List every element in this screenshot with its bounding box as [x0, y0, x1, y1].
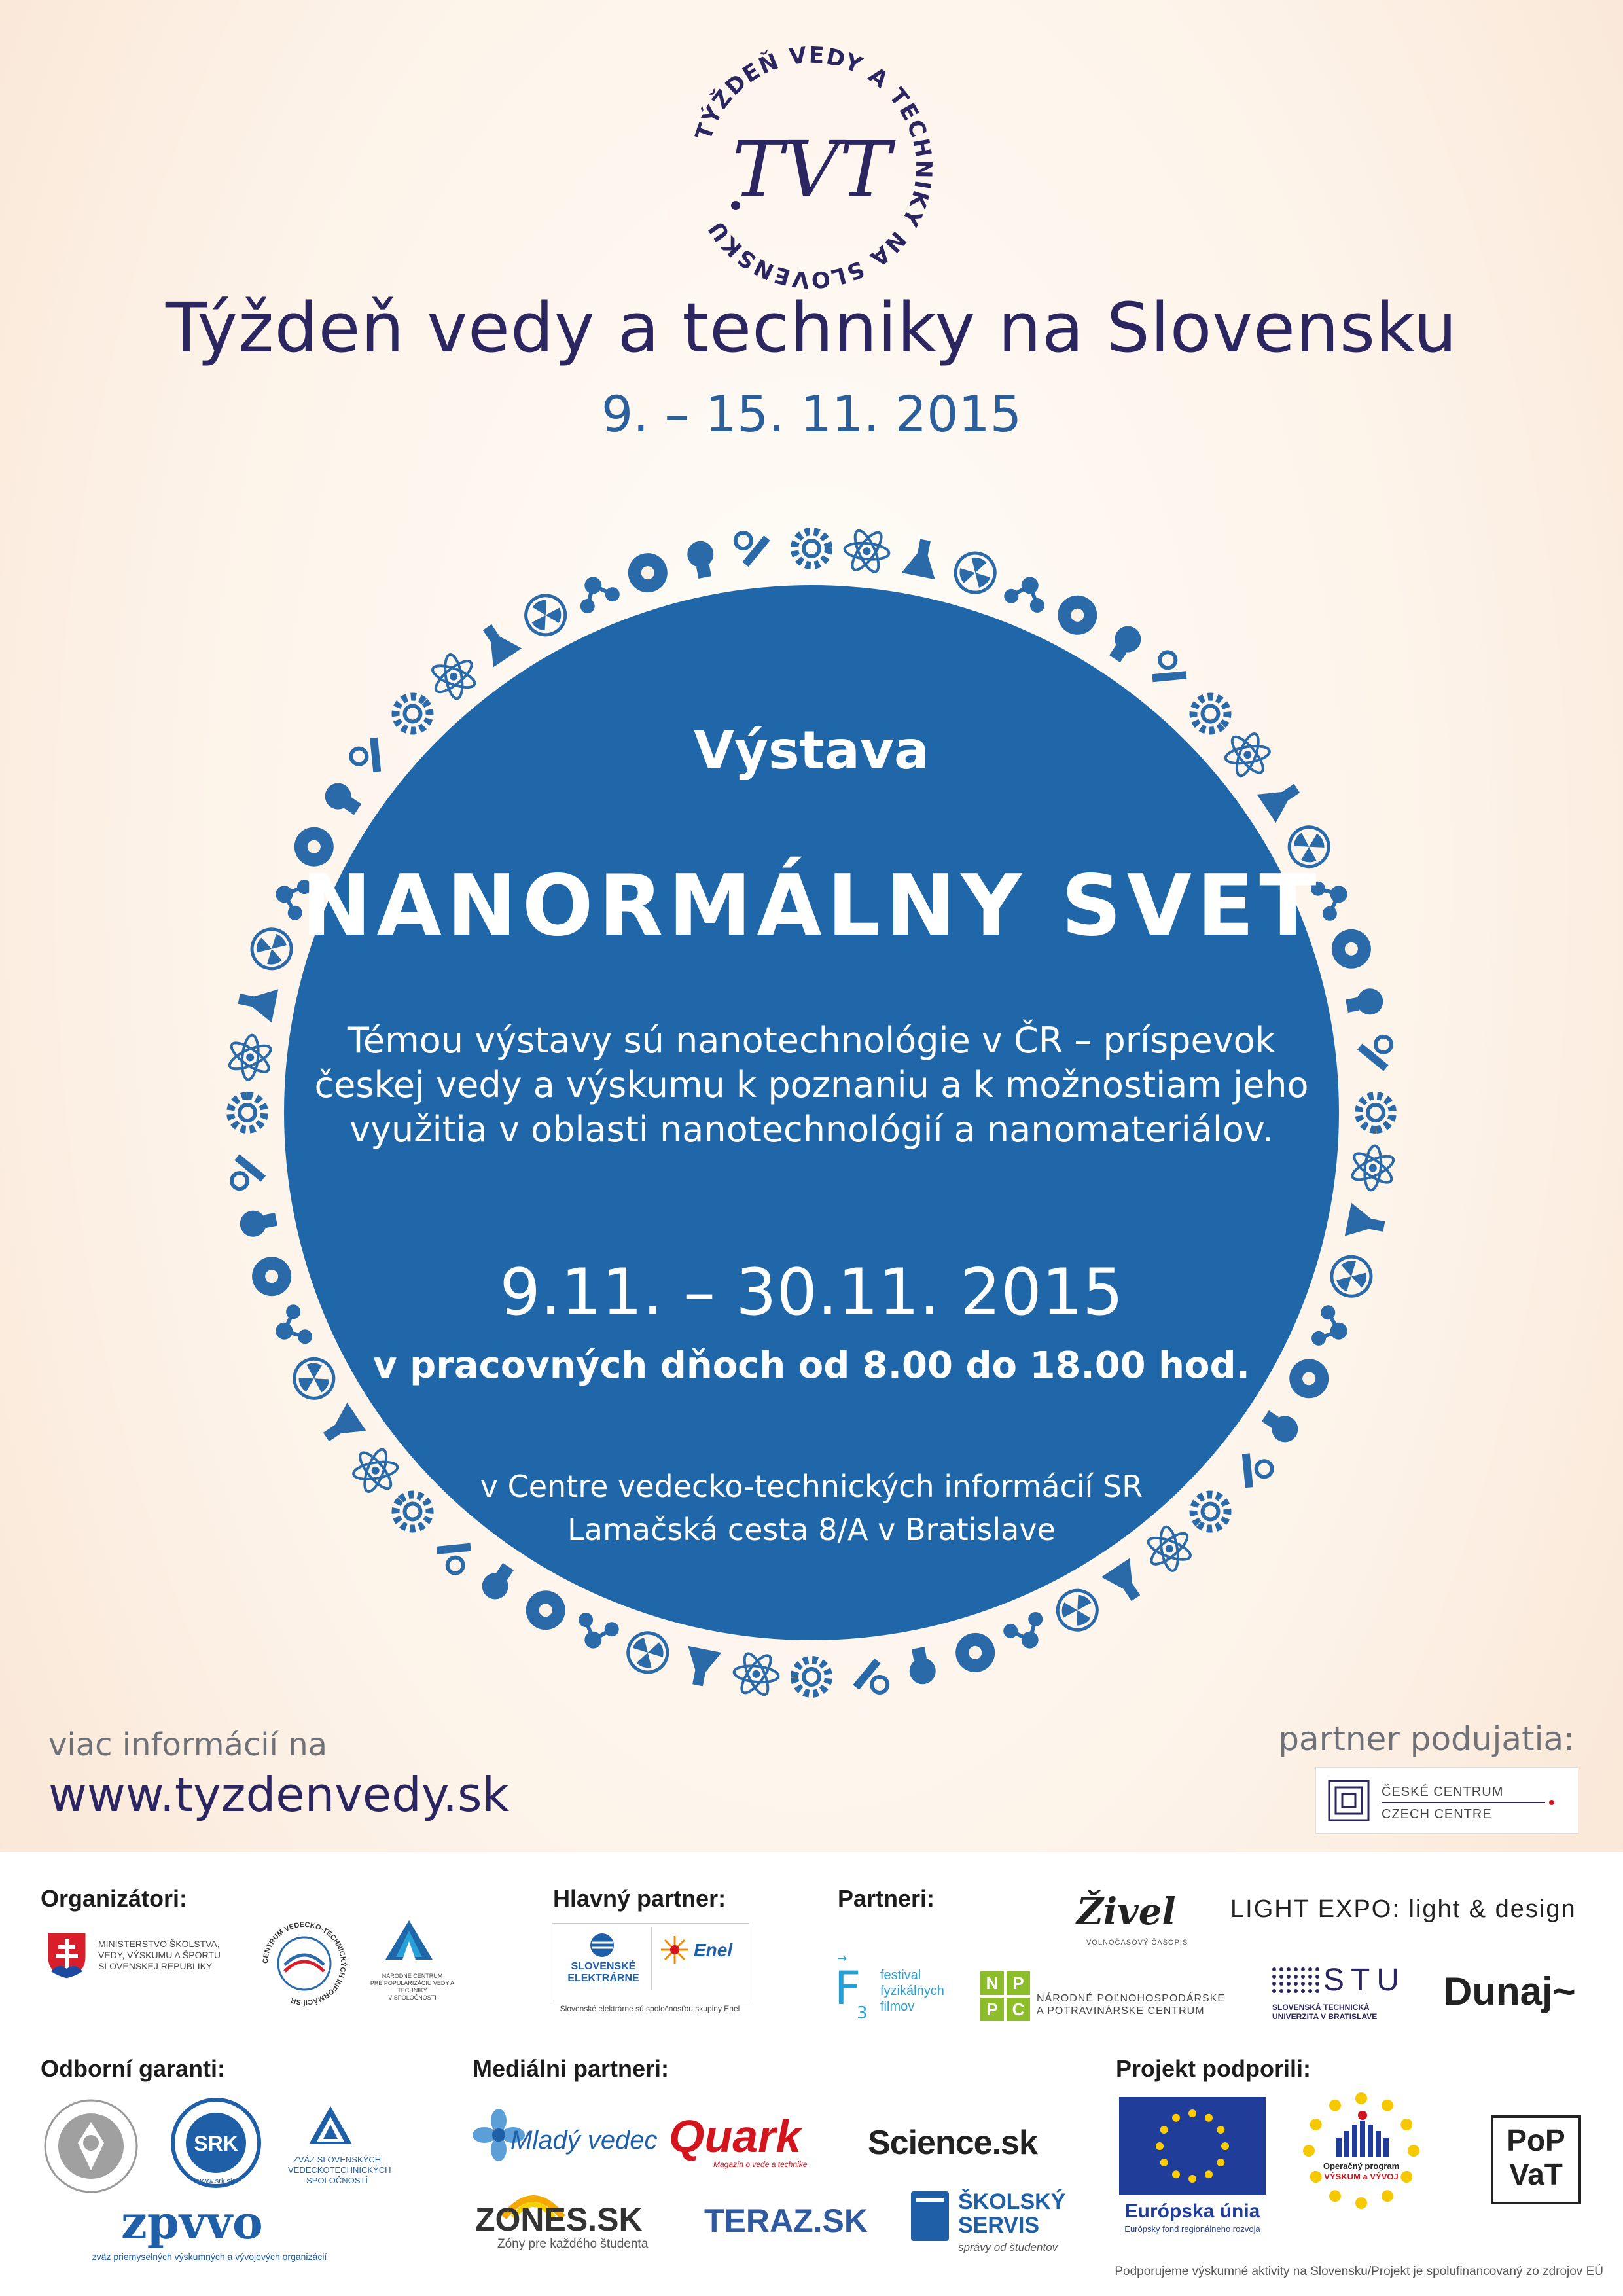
place-line: Lamačská cesta 8/A v Bratislave — [567, 1512, 1056, 1547]
eu-star — [1188, 2175, 1196, 2183]
radiation-icon — [1051, 1584, 1104, 1637]
flask-icon — [902, 537, 942, 579]
eu-star — [1172, 2170, 1180, 2178]
bulb-icon — [1344, 986, 1385, 1019]
op-star — [1400, 2171, 1412, 2183]
stu-dot — [1315, 1982, 1319, 1986]
stu-dot — [1279, 1989, 1283, 1993]
guarantors-heading: Odborní garanti: — [41, 2055, 225, 2082]
wrench-icon — [229, 1152, 267, 1190]
stu-dot — [1301, 1967, 1305, 1971]
molecule-icon — [1001, 1610, 1052, 1657]
page-title: Týždeň vedy a techniky na Slovensku — [166, 288, 1457, 368]
description-line: českej vedy a výskumu k poznaniu a k možnostiam jeho — [314, 1064, 1309, 1105]
eu-star — [1156, 2142, 1164, 2150]
stu-dot — [1287, 1982, 1291, 1986]
stu-dot — [1315, 1967, 1319, 1971]
partners-heading: Partneri: — [838, 1885, 935, 1912]
place-line: v Centre vedecko-technických informácií SR — [480, 1469, 1143, 1504]
stu-dot — [1272, 1989, 1276, 1993]
op-star — [1329, 2190, 1341, 2202]
main-partner-heading: Hlavný partner: — [553, 1885, 726, 1912]
bulb-icon — [685, 539, 718, 580]
stu-dot — [1315, 1989, 1319, 1993]
exhibition-dates: 9.11. – 30.11. 2015 — [499, 1255, 1124, 1330]
tvt-logo — [678, 34, 945, 301]
op-star — [1355, 2092, 1367, 2104]
cvti-logo — [259, 1918, 350, 2009]
eu-star — [1205, 2170, 1213, 2178]
svg-text:→: → — [837, 1952, 847, 1965]
eu-star — [1160, 2159, 1168, 2166]
flask-icon — [681, 1646, 721, 1689]
bulb-icon — [477, 1559, 519, 1604]
stu-dot — [1294, 1975, 1298, 1979]
exhibition-label: Výstava — [693, 720, 930, 781]
description-line: využitia v oblasti nanotechnológií a nanomateriálov. — [349, 1109, 1274, 1150]
flask-icon — [1345, 1203, 1387, 1244]
op-star — [1382, 2100, 1393, 2111]
flask-icon — [1257, 774, 1306, 823]
wrench-icon — [1145, 649, 1193, 697]
logo-ring-text: TÝŽDEŇ VEDY A TECHNIKY NA SLOVENSKU — [690, 42, 937, 293]
atom-icon — [732, 1649, 781, 1699]
bulb-icon — [238, 1206, 279, 1239]
stu-dot — [1308, 1989, 1312, 1993]
op-star — [1310, 2171, 1322, 2183]
skolsky-servis-sub: správy od študentov — [958, 2241, 1058, 2253]
czech-centre-logo — [1315, 1767, 1578, 1834]
event-dates: 9. – 15. 11. 2015 — [601, 385, 1022, 443]
mlady-vedec-logo: Mladý vedec — [510, 2126, 658, 2155]
se-logo-text: SLOVENSKÉ ELEKTRÁRNE — [567, 1961, 639, 1984]
teraz-logo: TERAZ.SK — [704, 2202, 868, 2239]
exhibition-place — [0, 1465, 1623, 1551]
svg-text:Operačný program: Operačný program — [1323, 2161, 1400, 2171]
media-heading: Mediálni partneri: — [473, 2055, 669, 2082]
czech-centre-line2: CZECH CENTRE — [1382, 1807, 1492, 1821]
disc-icon — [623, 548, 672, 598]
nppc-logo-grid: N P P C — [980, 1971, 1030, 2021]
flask-icon — [317, 1403, 366, 1451]
stu-dot — [1308, 1982, 1312, 1986]
logo-mark: TVT — [732, 124, 891, 215]
eu-logo-text: Európska únia — [1124, 2200, 1260, 2222]
stu-logo: STU — [1323, 1963, 1406, 1998]
zsvts-logo-icon — [308, 2105, 353, 2151]
atom-icon — [842, 526, 891, 577]
stu-dot — [1287, 1989, 1291, 1993]
light-expo-logo: LIGHT EXPO: light & design — [1230, 1895, 1577, 1923]
molecule-icon — [570, 1609, 621, 1656]
radiation-icon — [519, 588, 572, 641]
op-star — [1400, 2119, 1412, 2130]
atom-icon — [421, 645, 486, 709]
enel-logo-icon — [660, 1935, 690, 1965]
radiation-icon — [951, 548, 1000, 598]
stu-dot — [1287, 1975, 1291, 1979]
op-vyskum-vyvoj-icon — [1302, 2092, 1420, 2210]
more-info-label: viac informácií na — [48, 1727, 328, 1763]
footer-note: Podporujeme výskumné aktivity na Slovensku/Projekt je spolufinancovaný zo zdrojov EÚ — [1115, 2265, 1603, 2278]
popvat-logo: PoP VaT — [1491, 2115, 1581, 2204]
dunaj-logo: Dunaj~ — [1444, 1969, 1576, 2013]
stu-dot — [1308, 1967, 1312, 1971]
srk-logo-icon — [170, 2097, 262, 2189]
npc-logo-icon — [383, 1918, 435, 1970]
svg-text:www.srk.sk: www.srk.sk — [198, 2178, 234, 2185]
op-star — [1303, 2145, 1315, 2157]
eu-star — [1221, 2142, 1229, 2150]
czech-centre-line1: ČESKÉ CENTRUM — [1382, 1785, 1504, 1799]
exhibition-hours: v pracovných dňoch od 8.00 do 18.00 hod. — [373, 1344, 1250, 1387]
flask-icon — [236, 982, 278, 1022]
stu-dot — [1272, 1967, 1276, 1971]
skolsky-servis-book-icon — [910, 2190, 950, 2242]
stu-dot — [1287, 1967, 1291, 1971]
wrench-icon — [851, 1657, 889, 1695]
disc-icon — [519, 1584, 572, 1637]
eu-star — [1217, 2126, 1224, 2134]
stu-dot — [1315, 1975, 1319, 1979]
gear-icon — [794, 1660, 829, 1694]
bulb-icon — [1104, 621, 1146, 666]
se-globe-icon — [589, 1932, 615, 1958]
radiation-icon — [623, 1628, 672, 1677]
quark-sub: Magazín o vede a technike — [713, 2160, 808, 2169]
stu-dots-icon — [1271, 1966, 1321, 1995]
f3-logo-icon — [834, 1950, 874, 2022]
disc-icon — [1051, 588, 1104, 641]
zivel-logo: Živel — [1077, 1890, 1176, 1933]
organizers-heading: Organizátori: — [41, 1885, 188, 1912]
supported-heading: Projekt podporili: — [1116, 2055, 1311, 2082]
zones-sub: Zóny pre každého študenta — [497, 2237, 649, 2251]
npc-logo-text: NÁRODNÉ CENTRUM PRE POPULARIZÁCIU VEDY A TECHNIKY V SPOLOČNOSTI — [370, 1973, 455, 2001]
bulb-icon — [905, 1645, 938, 1687]
czech-centre-icon — [1328, 1780, 1370, 1821]
svg-text:F: F — [834, 1962, 861, 2015]
slovak-coat-of-arms-icon — [46, 1931, 88, 1981]
wrench-icon — [735, 530, 773, 568]
molecule-icon — [1002, 569, 1053, 616]
eu-flag-icon — [1119, 2097, 1266, 2195]
stu-dot — [1294, 1989, 1298, 1993]
svg-text:CENTRUM VEDECKO-TECHNICKÝCH IN: CENTRUM VEDECKO-TECHNICKÝCH INFORMÁCIÍ SR — [261, 1920, 348, 2007]
website-link[interactable]: www.tyzdenvedy.sk — [48, 1767, 510, 1822]
stu-dot — [1279, 1982, 1283, 1986]
stu-dot — [1301, 1989, 1305, 1993]
quark-logo: Quark — [669, 2111, 802, 2162]
op-star — [1408, 2145, 1419, 2157]
zpvvo-logo: zpvvo — [121, 2195, 263, 2250]
gear-icon — [794, 531, 829, 565]
exhibition-title: NANORMÁLNY SVET — [301, 857, 1322, 955]
stu-sub: SLOVENSKÁ TECHNICKÁ UNIVERZITA V BRATISLAVE — [1272, 2003, 1378, 2021]
zones-logo: ZONES.SK — [475, 2201, 643, 2238]
stu-dot — [1279, 1967, 1283, 1971]
exhibition-description — [0, 1018, 1623, 1152]
eu-star — [1217, 2159, 1224, 2166]
bulb-icon — [320, 778, 365, 820]
svg-text:SRK: SRK — [194, 2132, 238, 2155]
stu-dot — [1272, 1982, 1276, 1986]
flask-icon — [1101, 1558, 1150, 1607]
description-line: Témou výstavy sú nanotechnológie v ČR – príspevok — [348, 1020, 1275, 1061]
eu-star — [1160, 2126, 1168, 2134]
skolsky-servis-logo: ŠKOLSKÝ SERVIS — [958, 2189, 1066, 2238]
op-star — [1329, 2100, 1341, 2111]
event-partner-label: partner podujatia: — [1278, 1720, 1575, 1758]
nppc-logo-text: NÁRODNÉ POĽNOHOSPODÁRSKE A POTRAVINÁRSKE CENTRUM — [1037, 1993, 1226, 2017]
zpvvo-sub: zväz priemyselných výskumných a vývojových organizácií — [92, 2251, 327, 2262]
op-star — [1355, 2197, 1367, 2209]
svg-text:3: 3 — [857, 2003, 868, 2022]
op-star — [1310, 2119, 1322, 2130]
eu-star — [1172, 2114, 1180, 2122]
eu-star — [1188, 2109, 1196, 2117]
stu-dot — [1279, 1975, 1283, 1979]
f3-logo-text: festival fyzikálnych filmov — [880, 1968, 944, 2014]
enel-logo-text: Enel — [694, 1940, 733, 1960]
zivel-sub: VOLNOČASOVÝ ČASOPIS — [1086, 1939, 1188, 1946]
eu-logo-sub: Európsky fond regionálneho rozvoja — [1124, 2224, 1260, 2234]
ministry-logo-text: MINISTERSTVO ŠKOLSTVA, VEDY, VÝSKUMU A ŠPORTU SLOVENSKEJ REPUBLIKY — [98, 1939, 221, 1971]
stu-dot — [1294, 1967, 1298, 1971]
molecule-icon — [571, 569, 622, 616]
stu-dot — [1308, 1975, 1312, 1979]
zsvts-logo-text: ZVÄZ SLOVENSKÝCH VEDECKOTECHNICKÝCH SPOLOČNOSTÍ — [288, 2155, 391, 2185]
op-star — [1382, 2190, 1393, 2202]
stu-dot — [1294, 1982, 1298, 1986]
stu-dot — [1301, 1982, 1305, 1986]
svg-text:VÝSKUM a VÝVOJ: VÝSKUM a VÝVOJ — [1324, 2172, 1399, 2181]
disc-icon — [951, 1628, 1000, 1677]
academy-logo-icon — [42, 2097, 140, 2195]
main-partner-caption: Slovenské elektrárne sú spoločnosťou skupiny Enel — [560, 2004, 740, 2013]
stu-dot — [1301, 1975, 1305, 1979]
bulb-icon — [1258, 1405, 1303, 1447]
eu-star — [1205, 2114, 1213, 2122]
science-sk-logo: Science.sk — [868, 2124, 1037, 2162]
stu-dot — [1272, 1975, 1276, 1979]
flask-icon — [473, 618, 522, 667]
